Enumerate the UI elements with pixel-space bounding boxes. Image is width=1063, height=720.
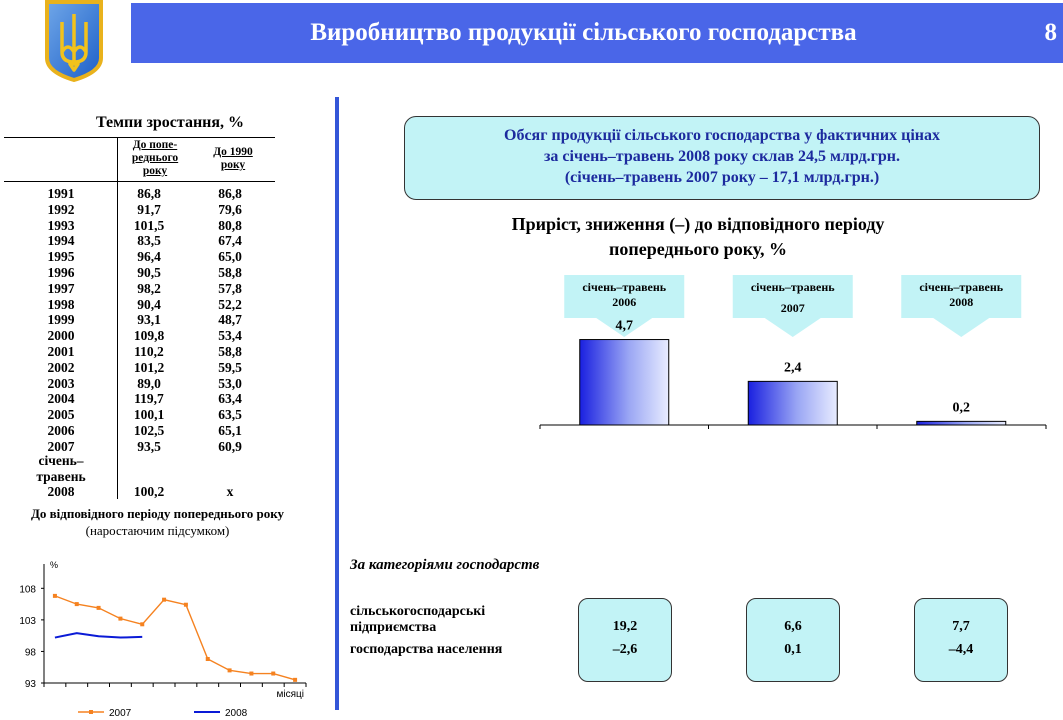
- row-value-prev: 83,5: [137, 233, 161, 249]
- col-header-prev-line: реднього: [131, 152, 179, 164]
- table-row: [4, 312, 274, 328]
- bar-category-label: січень–травень: [750, 280, 835, 294]
- row-value-1990: 52,2: [218, 296, 242, 312]
- row-value-prev: 109,8: [133, 328, 165, 344]
- row-year: 2007: [47, 438, 75, 454]
- categories-title: За категоріями господарств: [350, 557, 540, 573]
- bar-chart-title: [420, 212, 976, 262]
- row-value-1990: 65,0: [218, 249, 242, 265]
- row-value-1990: 79,6: [218, 201, 242, 217]
- table-row: [4, 202, 274, 218]
- line-chart: [0, 552, 330, 720]
- line-point: [162, 598, 166, 602]
- row-value-prev: 98,2: [137, 280, 161, 296]
- row-value-1990: 63,4: [218, 391, 242, 407]
- period-label-line: травень: [36, 468, 86, 484]
- period-label-line: січень–: [38, 453, 84, 468]
- line-point: [140, 622, 144, 626]
- row-value-1990: 80,8: [218, 217, 242, 233]
- page-title: Виробництво продукції сільського господарства: [310, 19, 857, 46]
- period-label: [4, 453, 118, 484]
- category-value: 7,7: [952, 619, 970, 634]
- table-row: [4, 423, 274, 439]
- bar-value-label: 0,2: [952, 400, 970, 416]
- row-year: 2002: [47, 359, 75, 375]
- line-y-tick-label: 103: [19, 615, 36, 627]
- line-point: [75, 602, 79, 606]
- row-year: 1993: [47, 217, 75, 233]
- page-number: 8: [1044, 19, 1057, 46]
- bar: [580, 340, 669, 425]
- row-value-prev: 89,0: [137, 375, 161, 391]
- table-top-rule: [4, 137, 275, 138]
- period-value-1990: x: [226, 484, 234, 499]
- row-year: 2005: [47, 407, 75, 423]
- row-value-1990: 86,8: [218, 186, 242, 201]
- table-row: [4, 281, 274, 297]
- table-row: [4, 218, 274, 234]
- bar-value-label: 2,4: [784, 360, 802, 376]
- line-y-tick-label: 98: [24, 647, 36, 659]
- line-point: [293, 678, 297, 682]
- table-row: [4, 249, 274, 265]
- line-y-label: %: [50, 560, 59, 570]
- row-value-prev: 100,1: [133, 407, 165, 423]
- row-year: 1997: [47, 280, 75, 296]
- col-header-1990: [198, 146, 268, 172]
- vertical-divider: [335, 97, 339, 710]
- col-header-prev-line: року: [142, 165, 168, 177]
- legend-label: 2007: [109, 708, 132, 719]
- row-value-1990: 53,4: [218, 328, 242, 344]
- category-value: –4,4: [948, 642, 974, 657]
- category-value: 6,6: [784, 619, 802, 634]
- row-value-1990: 59,5: [218, 359, 242, 375]
- table-row: [4, 297, 274, 313]
- table-row: [4, 407, 274, 423]
- row-value-1990: 58,8: [218, 264, 242, 280]
- col-header-1990-line: року: [220, 159, 246, 171]
- row-value-1990: 57,8: [218, 280, 242, 296]
- col-header-1990-line: До 1990: [213, 146, 253, 158]
- bar-category-year: 2008: [949, 295, 974, 309]
- bar-category-year: 2006: [612, 295, 637, 309]
- line-point: [184, 603, 188, 607]
- legend-marker: [89, 710, 93, 714]
- row-year: 2000: [47, 328, 75, 344]
- row-value-prev: 90,4: [137, 296, 161, 312]
- line-point: [97, 606, 101, 610]
- info-box: [404, 116, 1040, 200]
- line-chart-title: До відповідного періоду попереднього року: [30, 506, 285, 521]
- category-value: 0,1: [784, 642, 802, 657]
- line-series-2007: [55, 596, 295, 680]
- info-line: за січень–травень 2008 року склав 24,5 млрд.грн.: [543, 148, 901, 165]
- line-y-tick-label: 108: [19, 584, 36, 596]
- bar: [748, 381, 837, 425]
- period-year: 2008: [47, 484, 75, 499]
- row-year: 2004: [47, 391, 75, 407]
- row-value-1990: 67,4: [218, 233, 242, 249]
- table-row: [4, 376, 274, 392]
- row-year: 1991: [47, 186, 75, 201]
- row-value-1990: 63,5: [218, 407, 242, 423]
- info-line: Обсяг продукції сільського господарства у фактичних цінах: [504, 127, 940, 144]
- row-year: 2006: [47, 422, 75, 438]
- bar-category-label: січень–травень: [582, 280, 667, 294]
- category-value: 19,2: [612, 619, 638, 634]
- row-value-1990: 48,7: [218, 312, 242, 328]
- row-value-1990: 65,1: [218, 422, 242, 438]
- line-point: [271, 672, 275, 676]
- bar-value-label: 4,7: [615, 318, 633, 334]
- line-point: [249, 672, 253, 676]
- row-year: 1994: [47, 233, 75, 249]
- table-row: [4, 328, 274, 344]
- table-row: [4, 233, 274, 249]
- category-box-2006: [578, 598, 672, 682]
- row-value-prev: 86,8: [137, 186, 161, 201]
- line-point: [53, 594, 57, 598]
- category-label-line: сільськогосподарські: [350, 604, 486, 619]
- bar: [917, 421, 1006, 425]
- row-year: 1996: [47, 264, 75, 280]
- table-row: [4, 344, 274, 360]
- row-value-prev: 101,5: [133, 217, 165, 233]
- row-value-prev: 119,7: [134, 391, 164, 407]
- line-point: [206, 657, 210, 661]
- row-value-prev: 90,5: [137, 264, 161, 280]
- legend-label: 2008: [225, 708, 248, 719]
- table-header-rule: [4, 181, 275, 182]
- row-value-prev: 93,5: [137, 438, 161, 454]
- period-value-prev: 100,2: [133, 484, 165, 499]
- line-point: [118, 617, 122, 621]
- growth-table-body: [4, 186, 274, 455]
- bar-chart-title-line: попереднього року, %: [608, 239, 788, 259]
- col-header-prev: [120, 139, 190, 178]
- category-box-2008: [914, 598, 1008, 682]
- row-value-prev: 102,5: [133, 422, 165, 438]
- table-row: [4, 265, 274, 281]
- row-value-prev: 110,2: [134, 343, 164, 359]
- line-x-label: місяці: [276, 689, 304, 700]
- category-label-enterprises: [350, 604, 485, 636]
- category-label-households: господарства населення: [350, 642, 503, 657]
- row-year: 2001: [47, 343, 75, 359]
- coat-of-arms-icon: [43, 0, 105, 82]
- table-row: [4, 391, 274, 407]
- row-value-prev: 96,4: [137, 249, 161, 265]
- info-line: (січень–травень 2007 року – 17,1 млрд.грн.): [564, 169, 880, 186]
- line-chart-subtitle: (наростаючим підсумком): [85, 523, 230, 538]
- row-value-1990: 60,9: [218, 438, 242, 454]
- row-year: 1999: [47, 312, 75, 328]
- row-value-prev: 93,1: [137, 312, 161, 328]
- row-year: 2003: [47, 375, 75, 391]
- col-header-prev-line: До попе-: [132, 139, 178, 151]
- table-row: [4, 186, 274, 202]
- row-year: 1995: [47, 249, 75, 265]
- row-value-prev: 101,2: [133, 359, 165, 375]
- row-value-1990: 53,0: [218, 375, 242, 391]
- table-row: [4, 360, 274, 376]
- line-series-2008: [55, 633, 142, 637]
- row-year: 1998: [47, 296, 75, 312]
- bar-chart: [536, 270, 1051, 435]
- line-y-tick-label: 93: [24, 679, 36, 690]
- growth-table-title: Темпи зростання, %: [95, 114, 245, 131]
- category-label-line: підприємства: [350, 620, 437, 635]
- bar-category-year: 2007: [780, 301, 805, 315]
- bar-chart-title-line: Приріст, зниження (–) до відповідного періоду: [511, 214, 885, 234]
- row-value-1990: 58,8: [218, 343, 242, 359]
- row-year: 1992: [47, 201, 75, 217]
- bar-category-label: січень–травень: [919, 280, 1004, 294]
- row-value-prev: 91,7: [137, 201, 161, 217]
- line-point: [228, 668, 232, 672]
- category-box-2007: [746, 598, 840, 682]
- category-value: –2,6: [612, 642, 638, 657]
